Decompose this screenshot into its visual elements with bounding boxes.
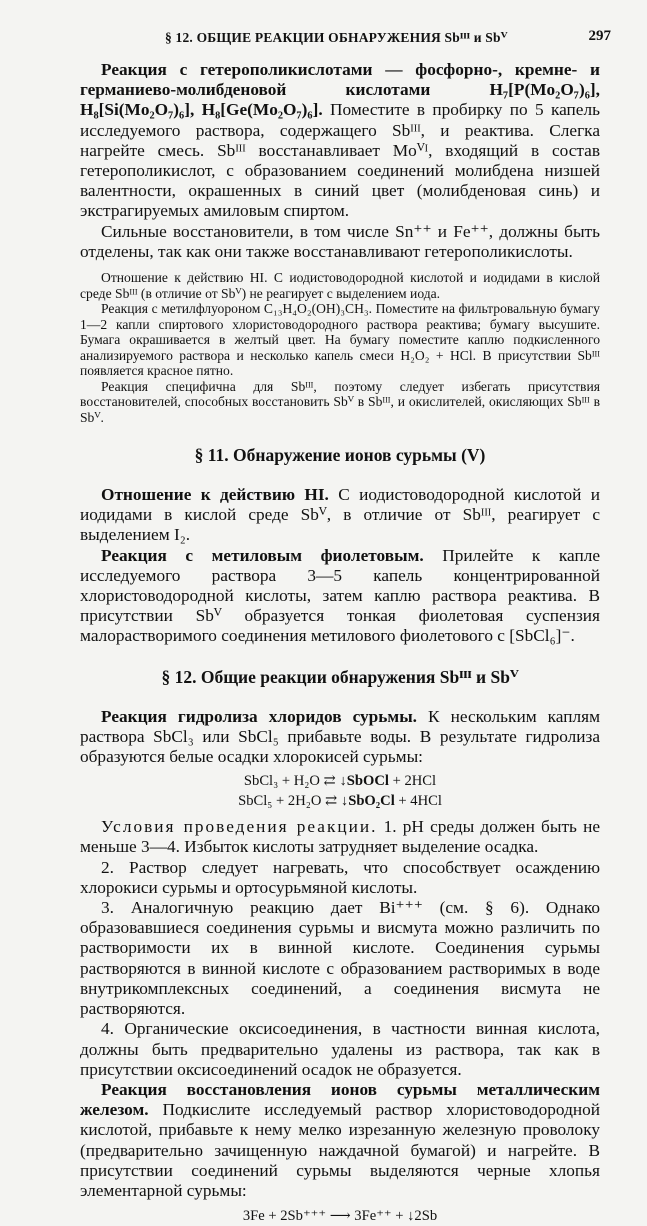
paragraph-methyl-violet-text: Прилейте к капле исследуемого раствора 3—5 капель концентрированной хлористоводородной кислоты, затем каплю раствора реактива. В присутствии Sbⱽ образуется тонкая фиолетовая суспензия малорастворимого соединения метилового фиолетового с [SbCl₆]⁻. xyxy=(80,545,600,646)
paragraph-bismuth: 3. Аналогичную реакцию дает Bi⁺⁺⁺ (см. § 6). Однако образовавшиеся соединения сурьмы и висмута можно различить по растворимости их в винной кислоте. Соединения сурьмы растворяются в винной кислоте с образованием растворимых в воде внутрикомплексных соединений, а соединения висмута не растворяются. xyxy=(80,898,600,1019)
paragraph-conditions xyxy=(80,817,600,857)
paragraph-iron xyxy=(80,1080,600,1201)
paragraph-iron-heading: Реакция восстановления ионов сурьмы металлическим железом. xyxy=(80,1079,600,1120)
paragraph-hydrolysis-text: К нескольким каплям раствора SbCl₃ или SbCl₅ прибавьте воды. В результате гидролиза образуются белые осадки хлорокисей сурьмы: xyxy=(80,706,601,767)
paragraph-methyl-violet-heading: Реакция с метиловым фиолетовым. xyxy=(101,545,424,565)
note-hi xyxy=(80,270,600,301)
paragraph-heteropoly-heading: Реакция с гетерополикислотами — фосфорно-, кремне- и германиево-молибденовой кислотами H₇[P(Mo₂O₇)₆], H₈[Si(Mo₂O₇)₆], H₈[Ge(Mo₂O₇)₆]. xyxy=(80,60,600,120)
equation-1-rest: + 2HCl xyxy=(388,773,437,790)
paragraph-heteropoly-text: Поместите в пробирку по 5 капель исследуемого раствора, содержащего Sbᴵᴵᴵ, и реактива. Слегка нагрейте смесь. Sbᴵᴵᴵ восстанавливает Moⱽᴵ, входящий в состав гетерополикислот, с образованием соединений молибдена низшей валентности, окрашенных в синий цвет (молибденовая синь) и экстрагируемых амиловым спиртом. xyxy=(80,100,600,221)
equilibrium-arrow-icon: ⇄ xyxy=(325,793,338,810)
note-methylfluorone-heading: Реакция с метилфлуороном xyxy=(101,301,261,317)
note-specific: Реакция специфична для Sbᴵᴵᴵ, поэтому следует избегать присутствия восстановителей, способных восстановить Sbⱽ в Sbᴵᴵᴵ, и окислителей, окисляющих Sbᴵᴵᴵ в Sbⱽ. xyxy=(80,378,600,425)
paragraph-heating: 2. Раствор следует нагревать, что способствует осаждению хлорокиси сурьмы и ортосурьмяной кислоты. xyxy=(80,857,600,897)
note-hi-text: С иодистоводородной кислотой и иодидами в кислой среде Sbᴵᴵᴵ (в отличие от Sbⱽ) не реагирует с выделением иода. xyxy=(80,270,600,301)
section-12-heading: § 12. Общие реакции обнаружения Sbᴵᴵᴵ и Sbⱽ xyxy=(161,666,519,687)
header-title: § 12. ОБЩИЕ РЕАКЦИИ ОБНАРУЖЕНИЯ Sbᴵᴵᴵ и Sbⱽ xyxy=(165,30,508,45)
equation-3: 3Fe + 2Sb⁺⁺⁺ ⟶ 3Fe⁺⁺ + ↓2Sb xyxy=(242,1208,438,1225)
paragraph-heteropoly xyxy=(80,60,600,222)
equation-2-product: ↓SbO₂Cl xyxy=(340,793,395,810)
paragraph-sbv-hi xyxy=(80,485,600,546)
equation-2-rest: + 4HCl xyxy=(394,793,442,810)
page-number: 297 xyxy=(588,28,611,44)
paragraph-reducers: Сильные восстановители, в том числе Sn⁺⁺ и Fe⁺⁺, должны быть отделены, так как они также восстанавливают гетерополикислоты. xyxy=(80,221,600,261)
paragraph-hydrolysis-heading: Реакция гидролиза хлоридов сурьмы. xyxy=(101,706,418,726)
note-hi-heading: Отношение к действию HI. xyxy=(101,270,268,286)
equation-2 xyxy=(80,791,600,811)
paragraph-sbv-hi-heading: Отношение к действию HI. xyxy=(101,485,329,505)
section-11-heading: § 11. Обнаружение ионов сурьмы (V) xyxy=(194,445,486,466)
page-content xyxy=(80,60,600,1226)
paragraph-sbv-hi-text: С иодистоводородной кислотой и иодидами в кислой среде Sbⱽ, в отличие от Sbᴵᴵᴵ, реагирует с выделением I₂. xyxy=(80,485,600,545)
equilibrium-arrow-icon: ⇄ xyxy=(323,773,336,790)
equation-1 xyxy=(80,771,600,791)
equation-1-product: ↓SbOCl xyxy=(339,773,389,790)
note-methylfluorone xyxy=(80,301,600,379)
equation-2-left: SbCl₅ + 2H₂O xyxy=(238,793,322,810)
paragraph-hydrolysis xyxy=(80,707,600,768)
note-methylfluorone-text: C₁₃H₄O₂(OH)₃CH₃. Поместите на фильтровальную бумагу 1—2 капли спиртового хлористоводородного раствора реактива; бумагу высушите. Бумага окрашивается в желтый цвет. На бумагу поместите каплю подкисленного анализируемого раствора и несколько капель смеси H₂O₂ + HCl. В присутствии Sbᴵᴵᴵ появляется красное пятно. xyxy=(80,301,600,379)
paragraph-methyl-violet xyxy=(80,546,600,647)
running-header xyxy=(80,28,617,48)
equation-1-left: SbCl₃ + H₂O xyxy=(243,773,320,790)
paragraph-conditions-text: 1. pH среды должен быть не меньше 3—4. Избыток кислоты затрудняет выделение осадка. xyxy=(80,817,600,857)
paragraph-iron-text: Подкислите исследуемый раствор хлористоводородной кислотой, прибавьте к нему мелко изрезанную железную проволоку (предварительно зачищенную наждачной бумагой) и нагрейте. В присутствии соединений сурьмы выделяются черные хлопья элементарной сурьмы: xyxy=(80,1100,600,1200)
paragraph-conditions-heading: Условия проведения реакции. xyxy=(101,817,378,837)
paragraph-organic: 4. Органические оксисоединения, в частности винная кислота, должны быть предварительно удалены из раствора, так как в присутствии оксисоединений осадок не образуется. xyxy=(80,1019,600,1079)
